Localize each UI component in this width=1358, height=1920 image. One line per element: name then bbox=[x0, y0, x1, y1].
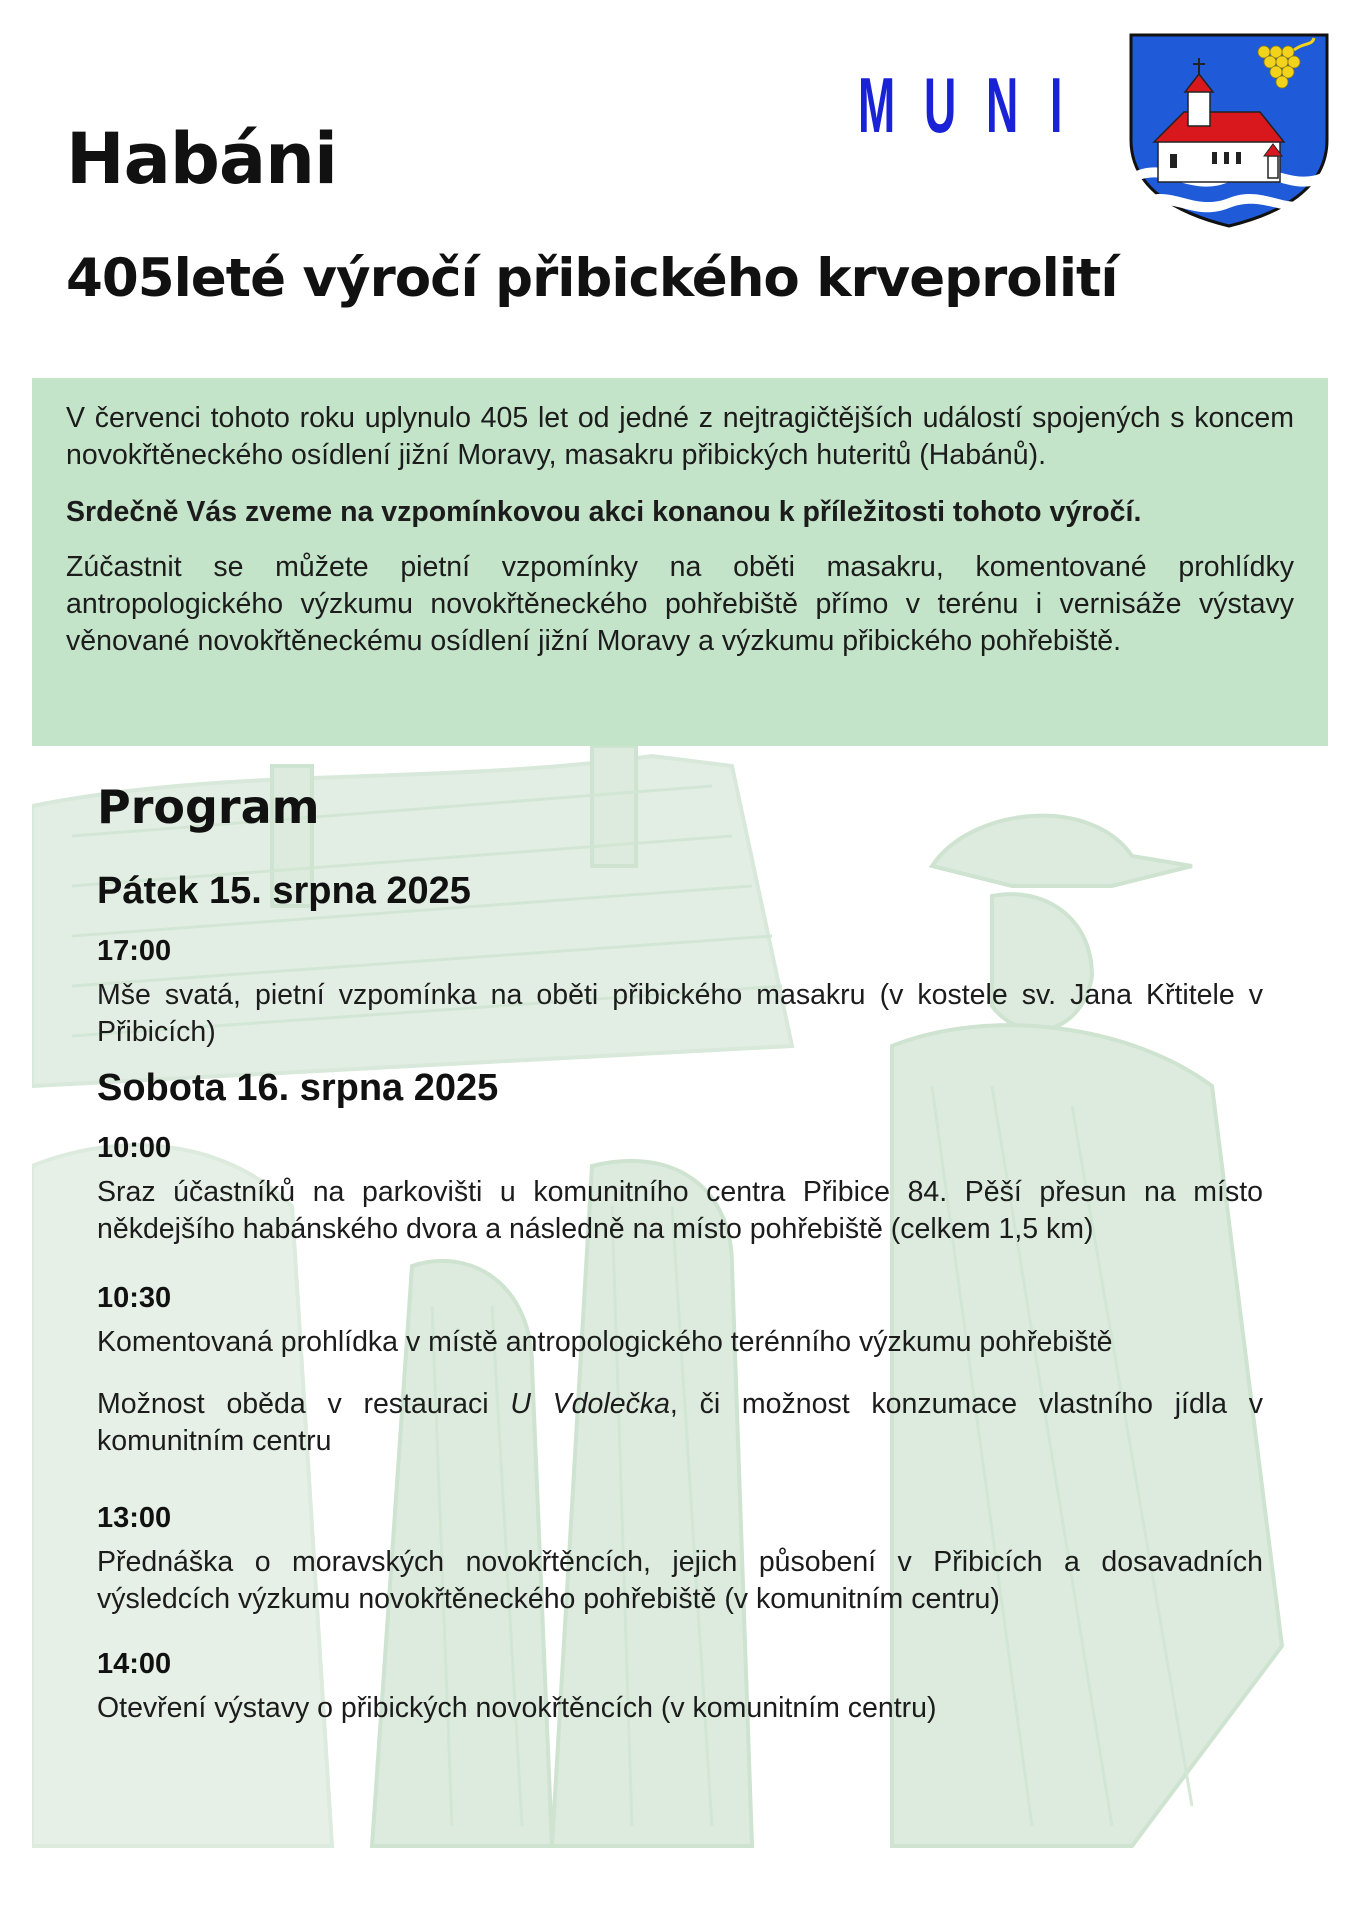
lunch-note bbox=[97, 1386, 1263, 1460]
page-subtitle: 405leté výročí přibického krveprolití bbox=[66, 248, 1118, 309]
page-title: Habáni bbox=[66, 118, 337, 200]
event-description: Sraz účastníků na parkovišti u komunitního centra Přibice 84. Pěší přesun na místo někdejšího habánského dvora a následně na místo pohřebiště (celkem 1,5 km) bbox=[97, 1176, 1263, 1245]
restaurant-name: U Vdolečka bbox=[510, 1388, 670, 1420]
program-heading: Program bbox=[97, 780, 320, 834]
muni-letter-m: M bbox=[858, 63, 896, 150]
event-time: 10:00 bbox=[97, 1132, 172, 1164]
muni-logo bbox=[858, 62, 1082, 150]
day-heading: Pátek 15. srpna 2025 bbox=[97, 870, 471, 912]
intro-box bbox=[32, 378, 1328, 746]
lunch-note-text-end: , či možnost konzumace vlastního jídla v komunitním centru bbox=[97, 1388, 1263, 1457]
event-time: 13:00 bbox=[97, 1502, 172, 1534]
invitation-text: Srdečně Vás zveme na vzpomínkovou akci konanou k příležitosti tohoto výročí. bbox=[66, 496, 1142, 528]
muni-letter-u: U bbox=[924, 63, 957, 150]
event-time: 10:30 bbox=[97, 1282, 172, 1314]
intro-details-paragraph: Zúčastnit se můžete pietní vzpomínky na oběti masakru, komentované prohlídky antropologického výzkumu novokřtěneckého pohřebiště přímo v terénu i vernisáže výstavy věnované novokřtěneckému osídlení jižní Moravy a výzkumu přibického pohřebiště. bbox=[66, 551, 1294, 657]
event-time: 17:00 bbox=[97, 935, 172, 967]
event-description: Otevření výstavy o přibických novokřtěncích (v komunitním centru) bbox=[97, 1692, 937, 1724]
muni-letter-i: I bbox=[1050, 63, 1063, 150]
lunch-note-text: Možnost oběda v restauraci bbox=[97, 1388, 511, 1420]
day-heading: Sobota 16. srpna 2025 bbox=[97, 1067, 499, 1109]
event-time: 14:00 bbox=[97, 1648, 172, 1680]
muni-letter-n: N bbox=[986, 63, 1019, 150]
program-section bbox=[97, 780, 1263, 1727]
event-description: Komentovaná prohlídka v místě antropologického terénního výzkumu pohřebiště bbox=[97, 1326, 1113, 1358]
event-description: Přednáška o moravských novokřtěncích, jejich působení v Přibicích a dosavadních výsledcích výzkumu novokřtěneckého pohřebiště (v komunitním centru) bbox=[97, 1546, 1263, 1615]
event-description: Mše svatá, pietní vzpomínka na oběti přibického masakru (v kostele sv. Jana Křtitele v Přibicích) bbox=[97, 979, 1263, 1048]
coat-of-arms-icon bbox=[1128, 32, 1330, 228]
intro-paragraph: V červenci tohoto roku uplynulo 405 let od jedné z nejtragičtějších událostí spojených s koncem novokřtěneckého osídlení jižní Moravy, masakru přibických huteritů (Habánů). bbox=[66, 402, 1294, 471]
